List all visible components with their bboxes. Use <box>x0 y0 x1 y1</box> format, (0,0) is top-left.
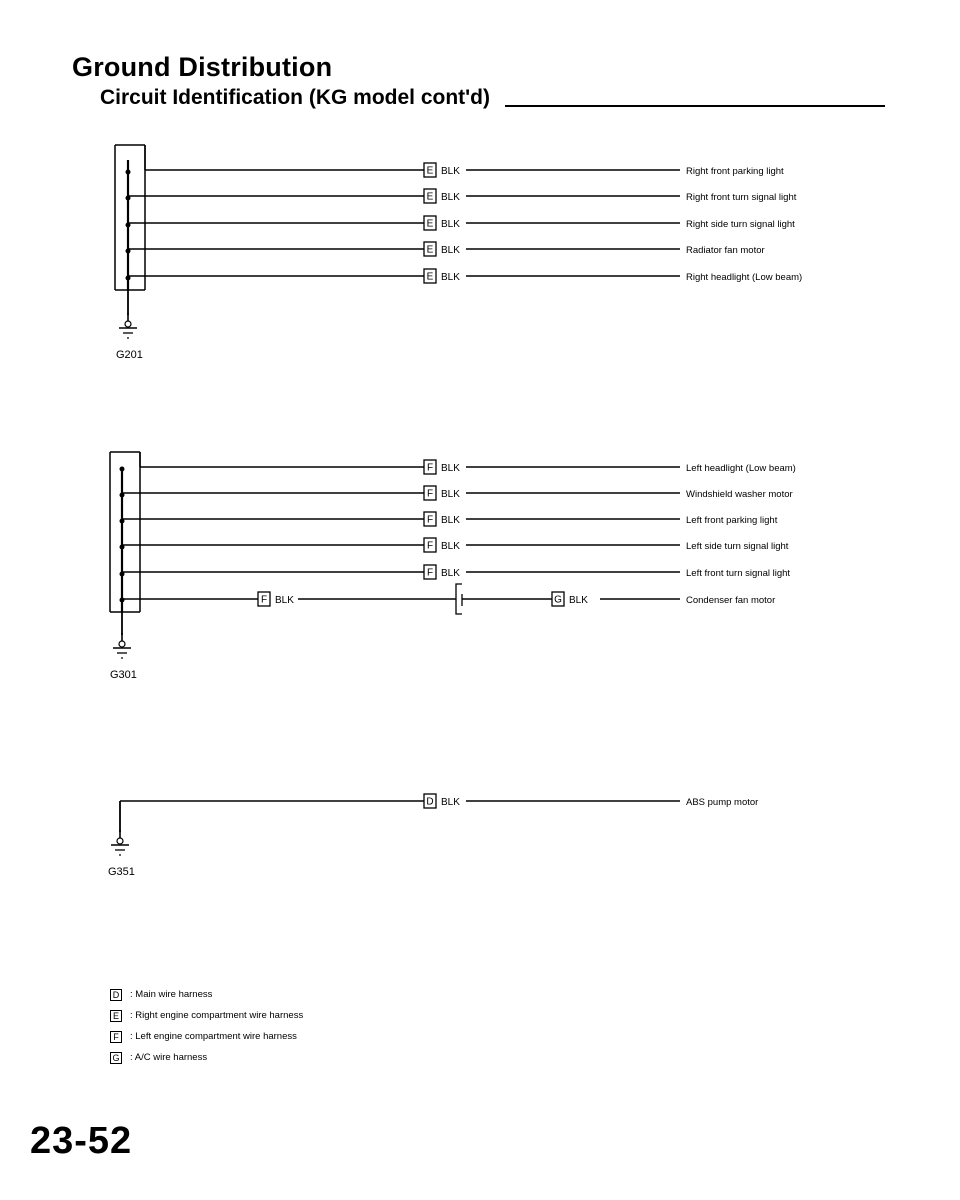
code-box-letter: F <box>426 567 434 579</box>
ground-symbol <box>111 830 129 855</box>
circuit-destination: Right side turn signal light <box>686 219 795 230</box>
wire-color-label: BLK <box>569 595 588 606</box>
wire-color-label: BLK <box>441 192 460 203</box>
code-box-letter: E <box>426 244 434 256</box>
ground-terminal <box>119 641 125 647</box>
page-number: 23-52 <box>30 1120 133 1162</box>
code-box-letter: F <box>260 594 268 606</box>
harness-code-box <box>424 216 436 230</box>
splice-point <box>120 467 125 472</box>
circuit-destination: Radiator fan motor <box>686 245 765 256</box>
code-box-letter: F <box>426 540 434 552</box>
harness-code-box <box>424 512 436 526</box>
wire-color-label: BLK <box>441 219 460 230</box>
ground-label: G201 <box>116 349 143 361</box>
harness-code-box <box>552 592 564 606</box>
page-subtitle: Circuit Identification (KG model cont'd) <box>100 86 490 109</box>
harness-code-box <box>424 242 436 256</box>
code-box-letter: E <box>426 218 434 230</box>
legend-item <box>110 1026 303 1047</box>
wire-color-label: BLK <box>441 245 460 256</box>
legend-text: : Left engine compartment wire harness <box>130 1031 297 1042</box>
wire-color-label: BLK <box>441 272 460 283</box>
wire-color-label: BLK <box>441 568 460 579</box>
harness-code-box <box>424 565 436 579</box>
circuit-destination: Left headlight (Low beam) <box>686 463 796 474</box>
legend-text: : A/C wire harness <box>130 1052 208 1063</box>
code-box-letter: E <box>426 271 434 283</box>
circuit-destination: Right front turn signal light <box>686 192 797 203</box>
harness-code-box <box>424 794 436 808</box>
harness-code-box <box>424 189 436 203</box>
wire-color-label: BLK <box>441 797 460 808</box>
inline-connector-female <box>456 584 462 614</box>
wire-color-label: BLK <box>275 595 294 606</box>
wire-color-label: BLK <box>441 489 460 500</box>
circuit-destination: Condenser fan motor <box>686 595 776 606</box>
legend-text: : Right engine compartment wire harness <box>130 1010 304 1021</box>
splice-point <box>126 170 131 175</box>
ground-label: G301 <box>110 669 137 681</box>
ground-symbol <box>113 633 131 658</box>
ground-terminal <box>117 838 123 844</box>
legend-item <box>110 1047 303 1068</box>
legend-item <box>110 984 303 1005</box>
legend-code-box: F <box>110 1031 122 1043</box>
wire-color-label: BLK <box>441 515 460 526</box>
harness-code-box <box>424 269 436 283</box>
harness-code-box <box>424 486 436 500</box>
ground-terminal <box>125 321 131 327</box>
harness-legend <box>110 984 303 1068</box>
harness-code-box <box>258 592 270 606</box>
code-box-letter: F <box>426 462 434 474</box>
ground-symbol <box>119 313 137 338</box>
code-box-letter: E <box>426 191 434 203</box>
legend-item <box>110 1005 303 1026</box>
circuit-destination: ABS pump motor <box>686 797 759 808</box>
legend-code-box: D <box>110 989 122 1001</box>
code-box-letter: F <box>426 514 434 526</box>
wire-color-label: BLK <box>441 463 460 474</box>
code-box-letter: F <box>426 488 434 500</box>
legend-code-box: E <box>110 1010 122 1022</box>
wire-color-label: BLK <box>441 541 460 552</box>
code-box-letter: G <box>554 594 562 606</box>
harness-code-box <box>424 538 436 552</box>
code-box-letter: E <box>426 165 434 177</box>
circuit-destination: Left front parking light <box>686 515 778 526</box>
circuit-destination: Left side turn signal light <box>686 541 789 552</box>
circuit-destination: Right front parking light <box>686 166 784 177</box>
circuit-destination: Right headlight (Low beam) <box>686 272 803 283</box>
wire-color-label: BLK <box>441 166 460 177</box>
harness-code-box <box>424 163 436 177</box>
ground-label: G351 <box>108 866 135 878</box>
page-title: Ground Distribution <box>72 52 333 82</box>
circuit-destination: Left front turn signal light <box>686 568 791 579</box>
legend-text: : Main wire harness <box>130 989 213 1000</box>
harness-code-box <box>424 460 436 474</box>
circuit-destination: Windshield washer motor <box>686 489 793 500</box>
code-box-letter: D <box>426 796 434 808</box>
legend-code-box: G <box>110 1052 122 1064</box>
